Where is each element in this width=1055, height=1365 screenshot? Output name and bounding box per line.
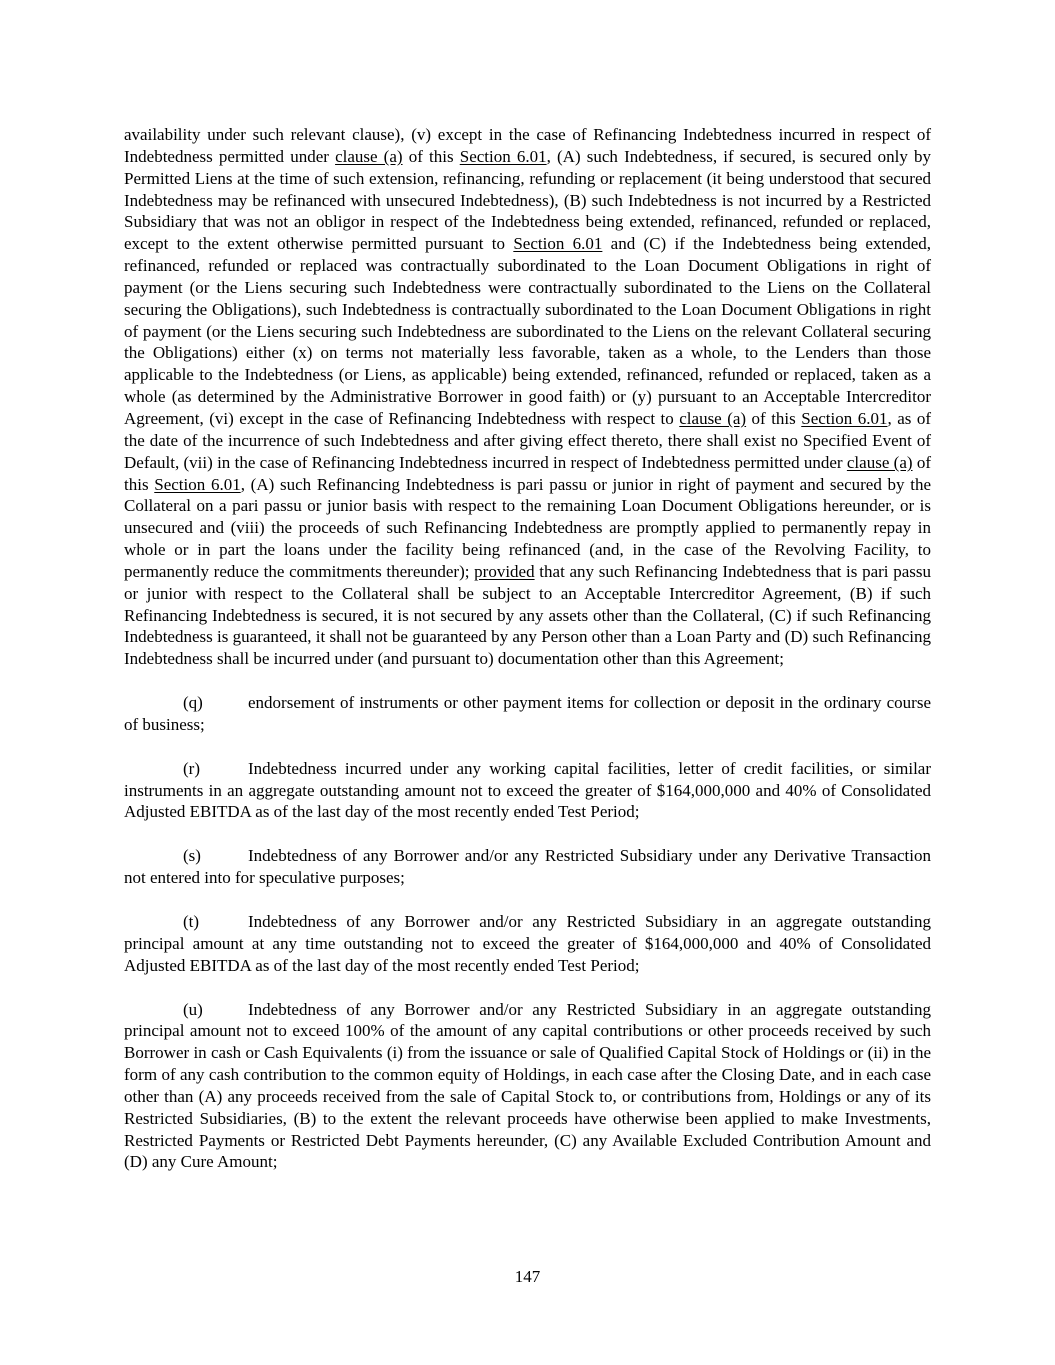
text-run: and (C) if the Indebtedness being extended, refinanced, refunded or replaced was contractually subordinated to the Loan Document Obligations in right of payment (or the Liens securing such Indebtedness were contractually subordinated to the Liens on the Collateral securing the Obligations), such Indebtedness is contractually subordinated to the Loan Document Obligations in right of payment (or the Liens securing such Indebtedness are subordinated to the Liens on the relevant Collateral securing the Obligations) either (x) on terms not materially less favorable, taken as a whole, to the Lenders than those applicable to the Indebtedness (or Liens, as applicable) being extended, refinanced, refunded or replaced, taken as a whole (as determined by the Administrative Borrower in good faith) or (y) pursuant to an Acceptable Intercreditor Agreement, (vi) except in the case of Refinancing Indebtedness with respect to xyxy=(124,234,931,428)
clause-q xyxy=(124,692,931,736)
clause-t xyxy=(124,911,931,977)
clause-label: (r) xyxy=(183,758,200,778)
text-run: of this xyxy=(402,146,460,166)
text-run: , (A) such Indebtedness, if secured, is secured only by Permitted Liens at the time of such extension, refinancing, refunding or replacement (it being understood that secured Indebtedness may be refinanced with unsecured Indebtedness), (B) such Indebtedness is not incurred by a Restricted Subsidiary that was not an obligor in respect of the Indebtedness being extended, refinanced, refunded or replaced, except to the extent otherwise permitted pursuant to xyxy=(124,146,931,254)
document-body xyxy=(124,124,931,1173)
text-run: that any such Refinancing Indebtedness that is pari passu or junior with respect to the Collateral shall be subject to an Acceptable Intercreditor Agreement, (B) if such Refinancing Indebtedness is secured, it is not secured by any assets other than the Collateral, (C) if such Refinancing Indebtedness is guaranteed, it shall not be guaranteed by any Person other than a Loan Party and (D) such Refinancing Indebtedness shall be incurred under (and pursuant to) documentation other than this Agreement; xyxy=(124,561,931,669)
text-run: , (A) such Refinancing Indebtedness is pari passu or junior in right of payment and secured by the Collateral on a pari passu or junior basis with respect to the remaining Loan Document Obligations hereunder, or is unsecured and (viii) the proceeds of such Refinancing Indebtedness are promptly applied to permanently repay in whole or in part the loans under the facility being refinanced (and, in the case of the Revolving Facility, to permanently reduce the commitments thereunder); xyxy=(124,474,932,581)
clause-reference: clause (a) xyxy=(335,146,403,166)
section-reference: Section 6.01 xyxy=(459,146,547,166)
clause-text: Indebtedness incurred under any working capital facilities, letter of credit facilities, or similar instruments in an aggregate outstanding amount not to exceed the greater of $164,000,000 and 40% of Consolidated Adjusted EBITDA as of the last day of the most recently ended Test Period; xyxy=(124,758,931,822)
clause-reference: clause (a) xyxy=(846,452,913,472)
section-reference: Section 6.01 xyxy=(801,408,888,428)
clause-r xyxy=(124,758,931,824)
text-run: , as of the date of the incurrence of such Indebtedness and after giving effect thereto, there shall exist no Specified Event of Default, (vii) in the case of Refinancing Indebtedness incurred in respect of Indebtedness permitted under xyxy=(124,408,932,472)
clause-reference: clause (a) xyxy=(679,408,747,428)
text-run: of this xyxy=(746,408,802,428)
clause-text: Indebtedness of any Borrower and/or any Restricted Subsidiary in an aggregate outstanding principal amount at any time outstanding not to exceed the greater of $164,000,000 and 40% of Consolidated Adjusted EBITDA as of the last day of the most recently ended Test Period; xyxy=(124,912,931,975)
section-reference: Section 6.01 xyxy=(513,234,603,254)
clause-text: Indebtedness of any Borrower and/or any Restricted Subsidiary under any Derivative Transaction not entered into for speculative purposes; xyxy=(124,846,931,888)
clause-label: (t) xyxy=(183,912,200,931)
text-run: availability under such relevant clause), (v) except in the case of Refinancing Indebtedness incurred in respect of Indebtedness permitted under xyxy=(124,125,931,166)
clause-text: Indebtedness of any Borrower and/or any Restricted Subsidiary in an aggregate outstanding principal amount not to exceed 100% of the amount of any capital contributions or other proceeds received by such Borrower in cash or Cash Equivalents (i) from the issuance or sale of Qualified Capital Stock of Holdings or (ii) in the form of any cash contribution to the common equity of Holdings, in each case after the Closing Date, and in each case other than (A) any proceeds received from the sale of Capital Stock to, or contributions from, Holdings or any of its Restricted Subsidiaries, (B) to the extent the relevant proceeds have otherwise been applied to make Investments, Restricted Payments or Restricted Debt Payments hereunder, (C) any Available Excluded Contribution Amount and (D) any Cure Amount; xyxy=(124,999,931,1172)
section-reference: Section 6.01 xyxy=(154,474,241,494)
proviso-term: provided xyxy=(474,561,535,581)
clause-s xyxy=(124,845,931,889)
clause-label: (s) xyxy=(183,846,201,866)
clause-u xyxy=(124,999,931,1174)
clause-label: (u) xyxy=(183,999,203,1019)
clause-text: endorsement of instruments or other payment items for collection or deposit in the ordinary course of business; xyxy=(124,693,931,734)
page-number: 147 xyxy=(514,1267,541,1286)
clause-label: (q) xyxy=(183,693,203,713)
continuation-paragraph xyxy=(124,124,931,670)
text-run: of this xyxy=(124,452,931,494)
